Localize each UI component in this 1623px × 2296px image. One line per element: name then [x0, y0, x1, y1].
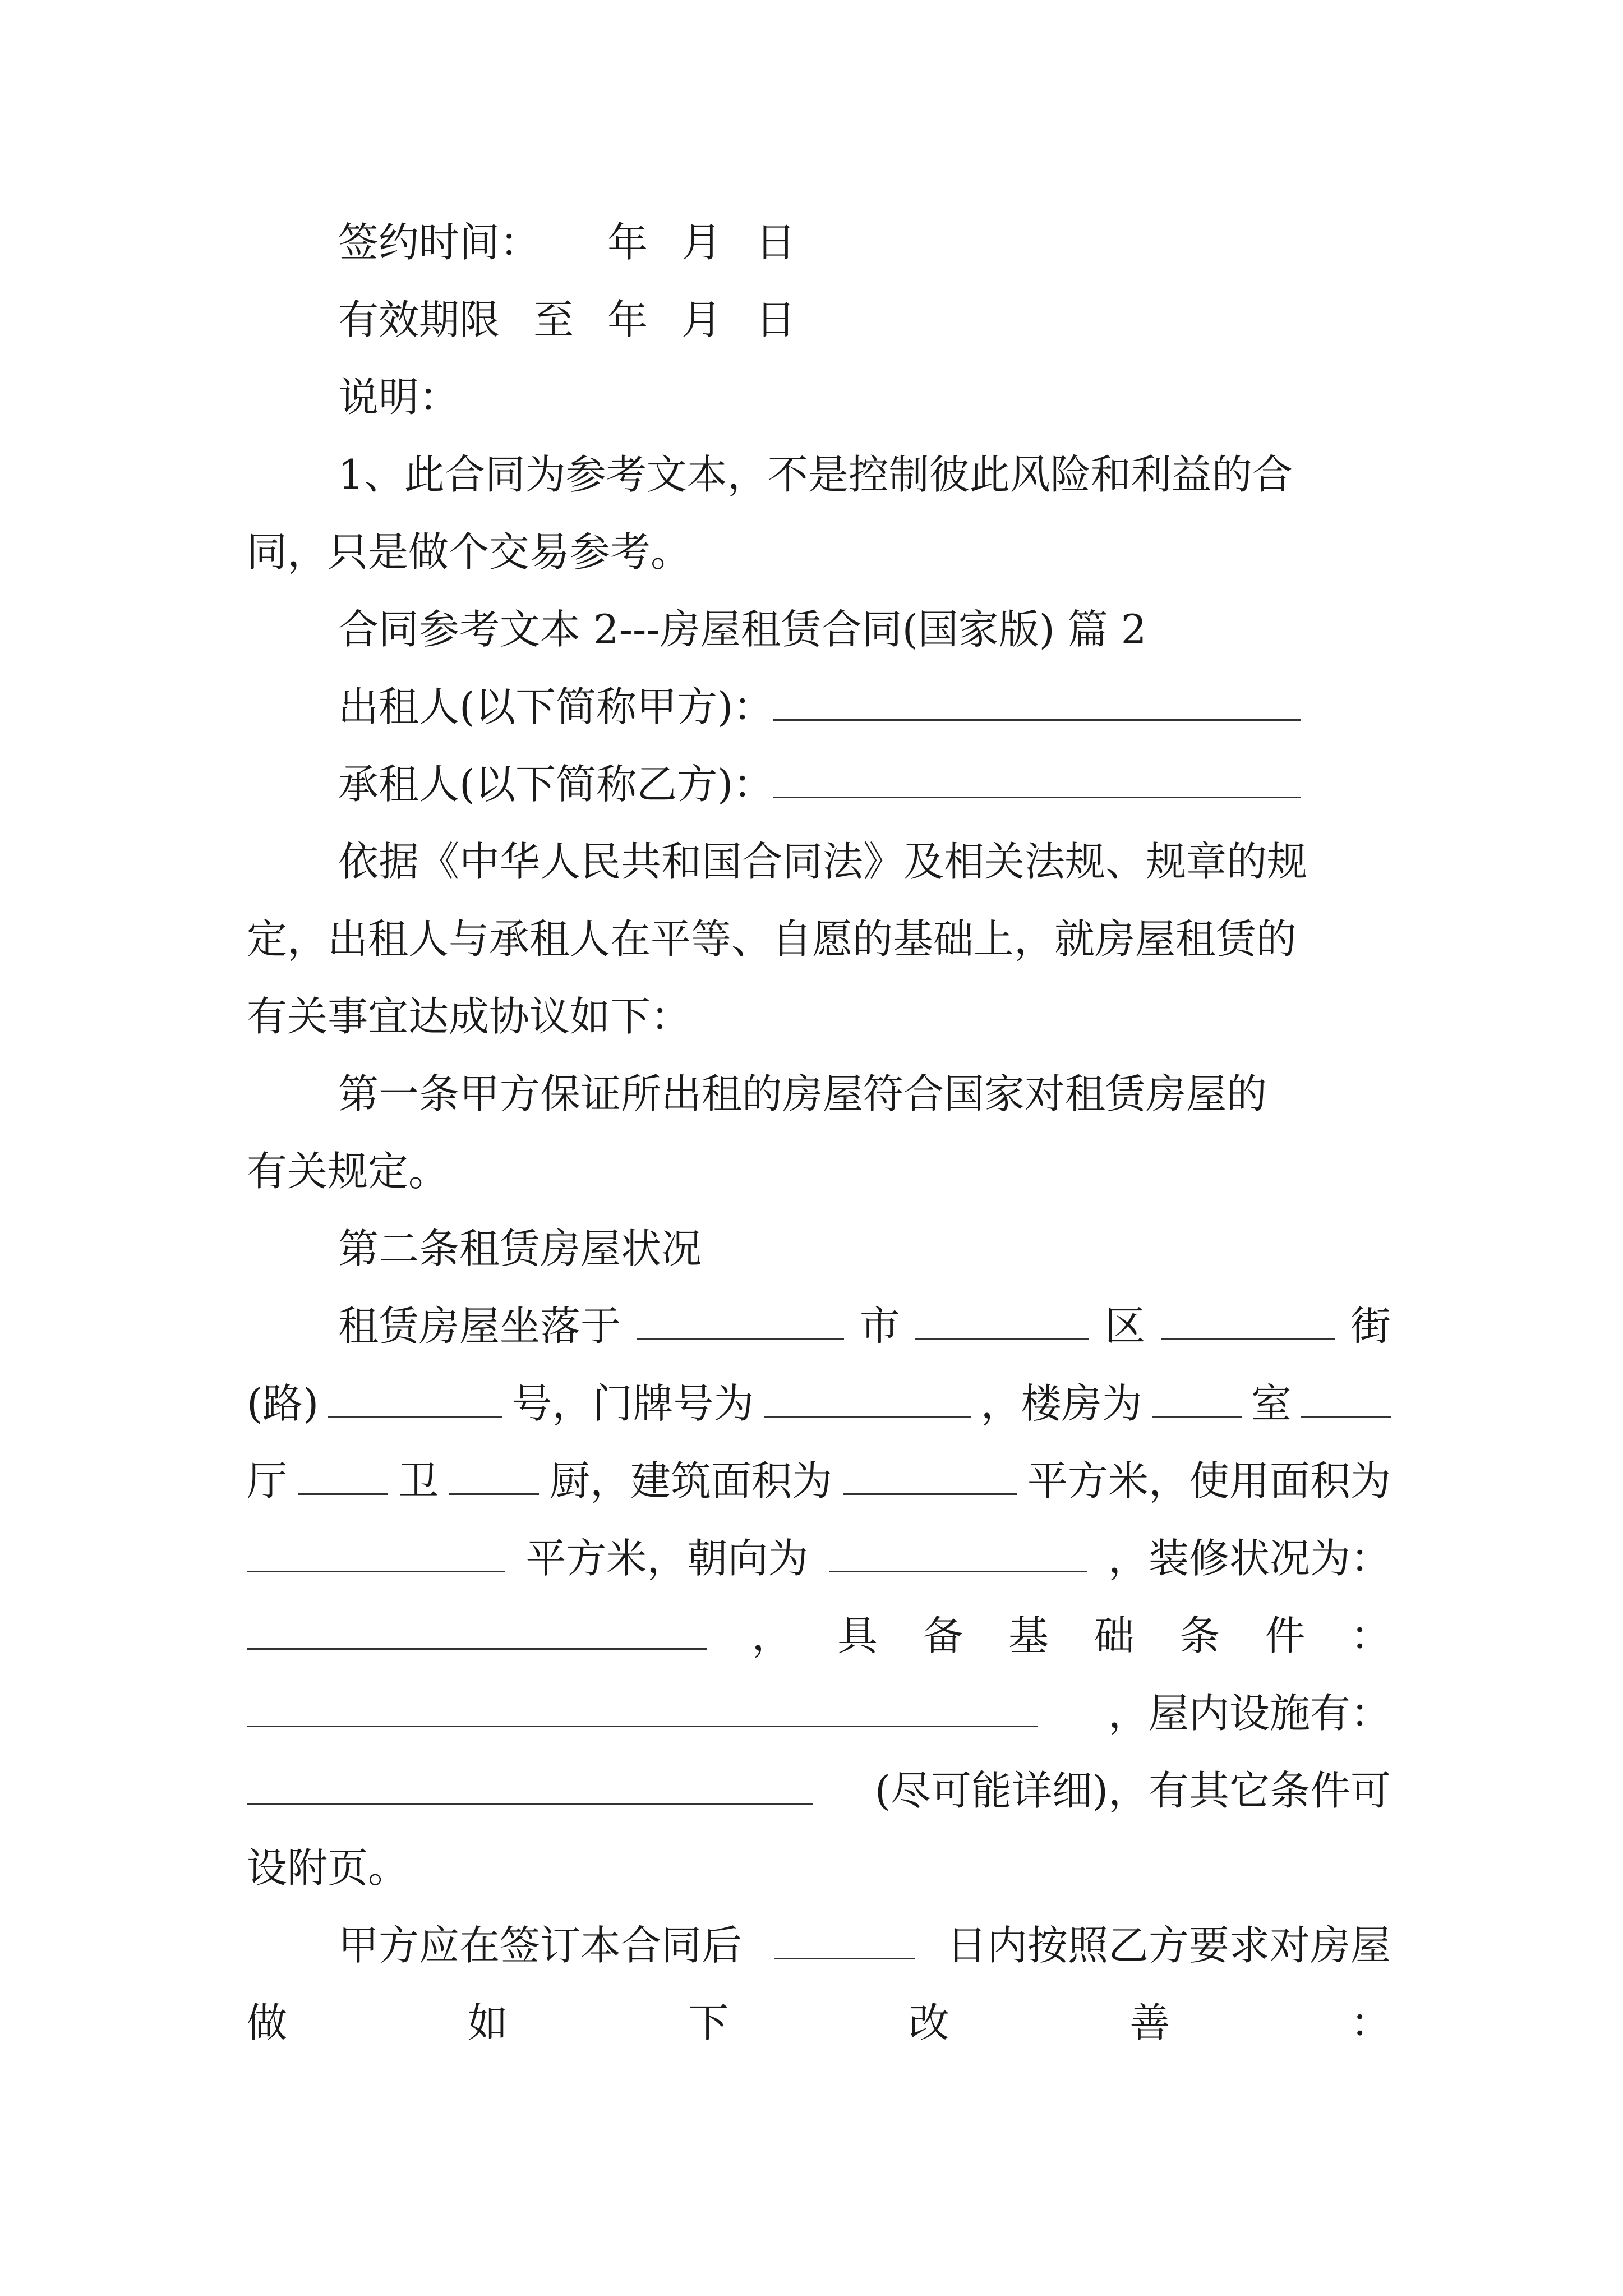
- address-line: [247, 1370, 1391, 1437]
- char: 下: [688, 1999, 729, 2046]
- lessee-label: 承租人(以下简称乙方)：: [338, 761, 774, 808]
- usable-area-label: 平方米，使用面积为: [1027, 1457, 1391, 1504]
- doorplate-blank[interactable]: [764, 1371, 971, 1418]
- room-blank[interactable]: [1152, 1371, 1242, 1418]
- facilities-label: ，屋内设施有：: [1108, 1690, 1391, 1737]
- hall-blank[interactable]: [1301, 1371, 1391, 1418]
- orientation-label: 平方米，朝向为: [525, 1535, 809, 1582]
- article-1-cont: 有关规定。: [247, 1148, 449, 1195]
- orientation-line: [247, 1525, 1391, 1592]
- facilities-blank[interactable]: [247, 1758, 813, 1805]
- construction-area-blank[interactable]: [843, 1448, 1017, 1495]
- usable-area-blank[interactable]: [247, 1526, 505, 1572]
- city-label: 市: [859, 1303, 900, 1350]
- signing-date-label: 签约时间：: [338, 219, 541, 266]
- char: 基: [1008, 1612, 1049, 1659]
- basis-para-2: 定，出租人与承租人在平等、自愿的基础上，就房屋租赁的: [247, 915, 1297, 963]
- year-label: 年: [607, 296, 648, 343]
- bath-label: 卫: [398, 1457, 439, 1504]
- char: 做: [247, 1999, 288, 2046]
- char: 件: [1265, 1612, 1306, 1659]
- location-label: 租赁房屋坐落于: [338, 1303, 621, 1350]
- decoration-blank[interactable]: [247, 1603, 707, 1650]
- facilities-line: [247, 1680, 1391, 1747]
- days-blank[interactable]: [774, 1913, 915, 1959]
- orientation-blank[interactable]: [829, 1526, 1087, 1572]
- street-blank[interactable]: [1161, 1294, 1335, 1340]
- detail-label: (尽可能详细)，有其它条件可: [874, 1767, 1391, 1814]
- other-conditions-line: [247, 1757, 1391, 1824]
- lessor-label: 出租人(以下简称甲方)：: [338, 683, 774, 730]
- char: 改: [909, 1999, 949, 2046]
- conditions-line: [247, 1602, 1391, 1669]
- improvement-label-2: 日内按照乙方要求对房屋: [946, 1922, 1391, 1969]
- article-2-heading: 第二条租赁房屋状况: [338, 1225, 702, 1272]
- district-label: 区: [1105, 1303, 1146, 1350]
- note-heading: 说明：: [338, 374, 460, 421]
- note-item-1: 1、此合同为参考文本，不是控制彼此风险和利益的合: [338, 451, 1293, 498]
- colon: ：: [1350, 1999, 1391, 2046]
- improvement-label: 甲方应在签订本合同后: [338, 1922, 743, 1969]
- kitchen-blank[interactable]: [449, 1448, 539, 1495]
- lessor-line: [338, 673, 1391, 740]
- validity-line: [338, 286, 1391, 353]
- location-line: [338, 1292, 1391, 1360]
- improvement-line: [338, 1912, 1391, 1979]
- month-label: 月: [681, 296, 722, 343]
- colon: ：: [1350, 1612, 1391, 1659]
- road-label: (路): [247, 1380, 319, 1427]
- lessor-blank[interactable]: [773, 674, 1301, 721]
- decoration-label: ，装修状况为：: [1108, 1535, 1391, 1582]
- doorplate-label: 号，门牌号为: [511, 1380, 754, 1427]
- city-blank[interactable]: [637, 1294, 844, 1340]
- note-item-1-cont: 同，只是做个交易参考。: [247, 528, 691, 576]
- day-label: 日: [755, 219, 796, 266]
- comma: ，: [751, 1612, 792, 1659]
- appendix-line: 设附页。: [247, 1844, 409, 1892]
- basis-para-3: 有关事宜达成协议如下：: [247, 993, 691, 1040]
- char: 础: [1094, 1612, 1135, 1659]
- area-line: [247, 1447, 1391, 1515]
- district-blank[interactable]: [915, 1294, 1089, 1340]
- number-blank[interactable]: [328, 1371, 502, 1418]
- hall-label: 厅: [247, 1457, 288, 1504]
- lessee-line: [338, 751, 1391, 818]
- day-label: 日: [755, 296, 796, 343]
- signing-date-line: [338, 209, 1391, 276]
- validity-label: 有效期限: [338, 296, 500, 343]
- lessee-blank[interactable]: [773, 752, 1301, 798]
- char: 具: [837, 1612, 878, 1659]
- basic-conditions-blank[interactable]: [247, 1681, 1038, 1727]
- char: 备: [923, 1612, 963, 1659]
- bath-blank[interactable]: [298, 1448, 388, 1495]
- basis-para-1: 依据《中华人民共和国合同法》及相关法规、规章的规: [338, 838, 1308, 885]
- building-label: ，楼房为: [980, 1380, 1142, 1427]
- year-label: 年: [607, 219, 648, 266]
- improvement-line-2: [247, 1989, 1391, 2056]
- construction-area-label: 厨，建筑面积为: [549, 1457, 832, 1504]
- month-label: 月: [681, 219, 722, 266]
- article-1: 第一条甲方保证所出租的房屋符合国家对租赁房屋的: [338, 1070, 1267, 1117]
- street-label: 街: [1350, 1303, 1391, 1350]
- char: 条: [1179, 1612, 1220, 1659]
- room-label: 室: [1251, 1380, 1292, 1427]
- char: 善: [1129, 1999, 1170, 2046]
- to-label: 至: [533, 296, 574, 343]
- contract-title: 合同参考文本 2---房屋租赁合同(国家版) 篇 2: [338, 606, 1147, 653]
- char: 如: [467, 1999, 508, 2046]
